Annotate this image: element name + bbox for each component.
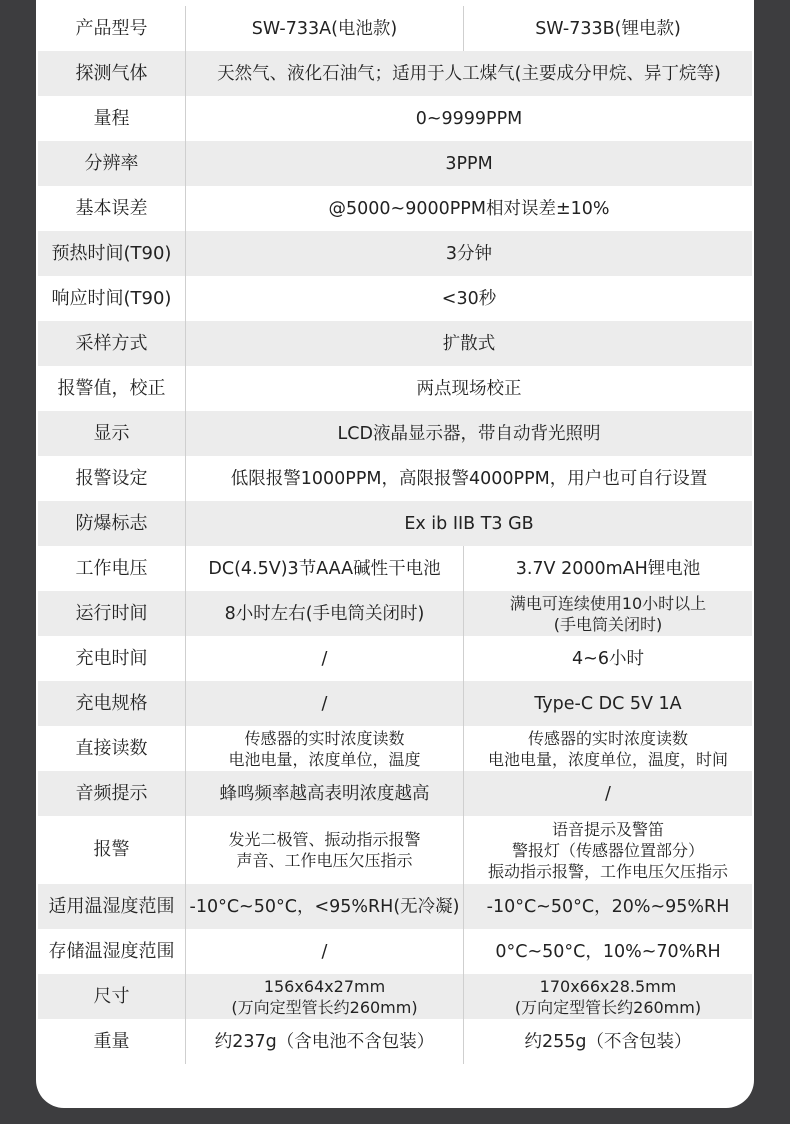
spec-value-b: 约255g（不含包装）	[524, 1031, 692, 1052]
spec-value-a: DC(4.5V)3节AAA碱性干电池	[186, 546, 464, 591]
spec-row-weight	[38, 1019, 752, 1064]
spec-row-warmup	[38, 231, 752, 276]
spec-label: 报警	[38, 816, 186, 884]
spec-row-audio	[38, 771, 752, 816]
spec-label: 探测气体	[38, 51, 186, 96]
spec-row-dimensions	[38, 974, 752, 1019]
spec-line: 振动指示报警，工作电压欠压指示	[487, 861, 728, 881]
spec-value-merged: <30秒	[441, 288, 497, 309]
spec-value-a	[186, 726, 464, 771]
spec-label: 尺寸	[38, 974, 186, 1019]
spec-value-b: 0°C~50°C，10%~70%RH	[495, 941, 721, 962]
spec-line: 警报灯（传感器位置部分）	[511, 840, 704, 860]
spec-value-merged: LCD液晶显示器，带自动背光照明	[186, 411, 753, 456]
spec-value-a	[186, 974, 464, 1019]
spec-value-merged: 天然气、液化石油气；适用于人工煤气(主要成分甲烷、异丁烷等)	[186, 51, 753, 96]
spec-label: 报警设定	[38, 456, 186, 501]
spec-row-voltage	[38, 546, 752, 591]
spec-value-b: 3.7V 2000mAH锂电池	[515, 558, 701, 579]
spec-line: 声音、工作电压欠压指示	[236, 851, 413, 870]
spec-value-b: SW-733B(锂电款)	[535, 18, 681, 39]
spec-row-sampling	[38, 321, 752, 366]
spec-row-alarm-setting	[38, 456, 752, 501]
spec-value-a: 蜂鸣频率越高表明浓度越高	[186, 771, 464, 816]
spec-label: 报警值，校正	[38, 366, 186, 411]
spec-line: (万向定型管长约260mm)	[231, 997, 418, 1017]
spec-value-b	[464, 591, 753, 636]
spec-value-merged: 3分钟	[186, 231, 753, 276]
spec-label: 采样方式	[38, 321, 186, 366]
spec-value-b	[464, 974, 753, 1019]
spec-line: 170x66x28.5mm	[539, 976, 677, 996]
spec-row-error	[38, 186, 752, 231]
spec-line: 语音提示及警笛	[551, 819, 664, 839]
spec-value-merged: Ex ib IIB T3 GB	[186, 501, 753, 546]
spec-label: 基本误差	[38, 186, 186, 231]
spec-row-response	[38, 276, 752, 321]
spec-row-charge-spec	[38, 681, 752, 726]
spec-value-b	[464, 726, 753, 771]
spec-value-b: /	[464, 771, 753, 816]
spec-label: 预热时间(T90)	[38, 231, 186, 276]
spec-line: 传感器的实时浓度读数	[244, 728, 405, 748]
spec-label: 显示	[38, 411, 186, 456]
spec-value-b: -10°C~50°C，20%~95%RH	[464, 884, 753, 929]
spec-label: 分辨率	[38, 141, 186, 186]
spec-line: 156x64x27mm	[263, 976, 386, 996]
spec-line: 电池电量，浓度单位，温度，时间	[487, 749, 728, 769]
spec-row-display	[38, 411, 752, 456]
spec-value-a: -10°C~50°C，<95%RH(无冷凝)	[186, 884, 464, 929]
spec-row-model	[38, 6, 752, 51]
spec-label: 运行时间	[38, 591, 186, 636]
spec-row-readings	[38, 726, 752, 771]
spec-line: 电池电量，浓度单位，温度	[228, 749, 421, 769]
spec-line: 传感器的实时浓度读数	[527, 728, 688, 748]
spec-value-a: /	[186, 636, 464, 681]
spec-row-charge-time	[38, 636, 752, 681]
spec-value-merged: 低限报警1000PPM，高限报警4000PPM，用户也可自行设置	[230, 468, 708, 489]
spec-row-gas	[38, 51, 752, 96]
spec-row-operating-env	[38, 884, 752, 929]
spec-row-storage-env	[38, 929, 752, 974]
spec-label: 产品型号	[38, 6, 186, 51]
spec-line: (手电筒关闭时)	[553, 614, 663, 634]
spec-value-merged: @5000~9000PPM相对误差±10%	[328, 198, 610, 219]
spec-row-explosion-proof	[38, 501, 752, 546]
spec-value-a	[186, 816, 464, 884]
spec-value-a: 8小时左右(手电筒关闭时)	[186, 591, 464, 636]
spec-value-a: /	[186, 681, 464, 726]
spec-value-merged: 扩散式	[186, 321, 753, 366]
spec-value-b: Type-C DC 5V 1A	[464, 681, 753, 726]
spec-table	[38, 6, 752, 1064]
spec-value-b	[464, 816, 753, 884]
spec-value-merged: 两点现场校正	[416, 378, 522, 399]
spec-label: 重量	[38, 1019, 186, 1064]
spec-row-runtime	[38, 591, 752, 636]
spec-value-merged: 0~9999PPM	[415, 108, 523, 129]
spec-label: 音频提示	[38, 771, 186, 816]
spec-label: 适用温湿度范围	[38, 884, 186, 929]
spec-row-resolution	[38, 141, 752, 186]
spec-value-merged: 3PPM	[186, 141, 753, 186]
spec-row-alarm	[38, 816, 752, 884]
spec-label: 充电时间	[38, 636, 186, 681]
spec-row-range	[38, 96, 752, 141]
spec-value-a: /	[186, 929, 464, 974]
spec-line: 满电可连续使用10小时以上	[509, 593, 707, 613]
spec-row-calibration	[38, 366, 752, 411]
spec-label: 充电规格	[38, 681, 186, 726]
spec-label: 响应时间(T90)	[38, 276, 186, 321]
spec-value-a: SW-733A(电池款)	[186, 6, 464, 51]
spec-value-b: 4~6小时	[572, 648, 644, 669]
spec-label: 工作电压	[38, 546, 186, 591]
spec-label: 防爆标志	[38, 501, 186, 546]
spec-value-a: 约237g（含电池不含包装）	[186, 1019, 464, 1064]
spec-label: 存储温湿度范围	[38, 929, 186, 974]
spec-line: (万向定型管长约260mm)	[514, 997, 702, 1017]
spec-label: 量程	[38, 96, 186, 141]
spec-line: 发光二极管、振动指示报警	[228, 830, 421, 849]
spec-label: 直接读数	[38, 726, 186, 771]
